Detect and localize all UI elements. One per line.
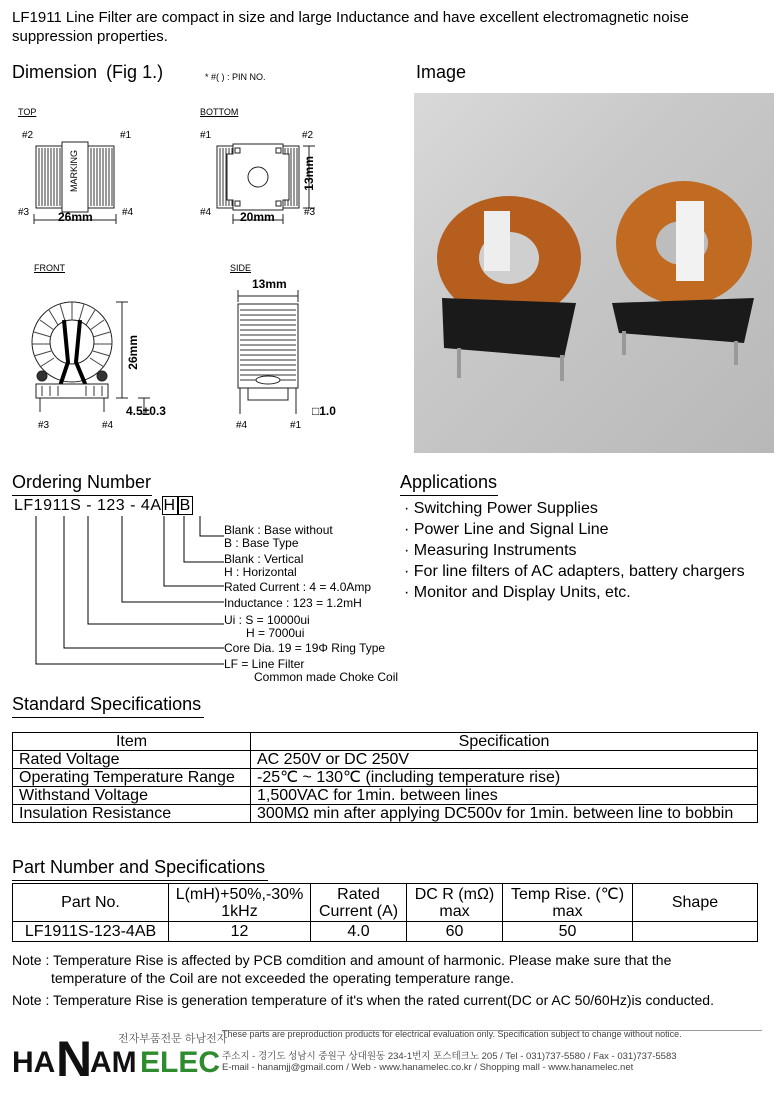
spec-value-cell: -25℃ ~ 130℃ (including temperature rise)	[251, 769, 758, 787]
part-header-temp-line2: max	[552, 902, 583, 920]
part-specs-table	[12, 883, 758, 942]
table-row	[13, 884, 758, 922]
dimension-title-text: Dimension	[12, 62, 98, 82]
bottom-height-dim: 13mm	[302, 156, 316, 191]
bottom-pin-3: #3	[304, 207, 316, 218]
spec-item-cell: Withstand Voltage	[13, 787, 251, 805]
part-header-current-line1: Rated	[337, 885, 380, 903]
standard-specs-table	[12, 732, 758, 823]
logo-n: N	[56, 1031, 93, 1087]
order-label-lf: LF = Line Filter	[224, 657, 305, 671]
spec-header-item: Item	[13, 733, 251, 751]
part-cell-dcr: 60	[407, 922, 503, 942]
note-1-line-1: Note : Temperature Rise is affected by PCB comdition and amount of harmonic. Please make sure that the	[12, 952, 672, 968]
korean-tagline: 전자부품전문 하남전자	[118, 1033, 228, 1045]
table-row	[13, 751, 758, 769]
part-cell-shape	[633, 922, 758, 942]
spec-value-cell: 1,500VAC for 1min. between lines	[251, 787, 758, 805]
order-label-base-blank: Blank : Base without	[224, 523, 333, 537]
order-label-base-b: B : Base Type	[224, 536, 299, 550]
part-header-current	[311, 884, 407, 922]
pin-note: * #( ) : PIN NO.	[205, 72, 266, 82]
spec-item-cell: Rated Voltage	[13, 751, 251, 769]
code-series: LF1911S	[14, 497, 82, 514]
spec-item-cell: Insulation Resistance	[13, 805, 251, 823]
application-item: · Switching Power Supplies	[404, 500, 598, 517]
marking-label: MARKING	[69, 150, 79, 193]
bottom-view-label: BOTTOM	[200, 107, 239, 117]
code-dash-2: -	[130, 497, 136, 514]
part-header-inductance-line2: 1kHz	[221, 902, 258, 920]
bottom-pin-2: #2	[302, 130, 314, 141]
code-dash-1: -	[86, 497, 93, 514]
code-current: 4A	[140, 497, 162, 514]
front-pin-length-dim: 4.5±0.3	[126, 404, 166, 418]
part-cell-partno: LF1911S-123-4AB	[13, 922, 169, 942]
application-item: · Power Line and Signal Line	[404, 521, 609, 538]
application-item: · For line filters of AC adapters, battery chargers	[404, 563, 745, 580]
ordering-leader-lines	[30, 516, 230, 666]
order-label-horizontal: H : Horizontal	[224, 565, 297, 579]
logo-elec: ELEC	[140, 1046, 221, 1079]
choke-coil-photo-icon	[414, 93, 774, 453]
part-header-current-line2: Current (A)	[318, 902, 399, 920]
code-base: B	[179, 497, 191, 514]
front-view-drawing	[20, 290, 180, 420]
table-row	[13, 787, 758, 805]
code-orientation: H	[163, 497, 176, 514]
image-title: Image	[416, 62, 467, 82]
part-cell-inductance: 12	[169, 922, 311, 942]
table-row	[13, 805, 758, 823]
part-header-dcr	[407, 884, 503, 922]
order-label-inductance: Inductance : 123 = 1.2mH	[224, 596, 362, 610]
dimension-fig-label: (Fig 1.)	[106, 62, 164, 82]
note-2: Note : Temperature Rise is generation temperature of it's when the rated current(DC or AC 50/60Hz)is conducted.	[12, 992, 714, 1008]
order-label-ui-h: H = 7000ui	[246, 626, 305, 640]
side-width-dim: 13mm	[252, 277, 287, 291]
front-view-label: FRONT	[34, 263, 65, 273]
applications-list	[404, 498, 745, 603]
application-item: · Monitor and Display Units, etc.	[404, 584, 631, 601]
ordering-title: Ordering Number	[12, 472, 152, 496]
spec-value-cell: AC 250V or DC 250V	[251, 751, 758, 769]
bottom-pin-4: #4	[200, 207, 212, 218]
part-header-temp-line1: Temp Rise. (℃)	[510, 885, 625, 903]
bottom-pin-1: #1	[200, 130, 212, 141]
part-specs-title: Part Number and Specifications	[12, 857, 268, 881]
address-text: 주소지 - 경기도 성남시 중원구 상대원동 234-1번지 포스테크노 205 / Tel - 031)737-5580 / Fax - 031)737-5583	[222, 1051, 677, 1062]
top-pin-3: #3	[18, 207, 30, 218]
top-width-dim: 26mm	[58, 210, 93, 224]
logo-ha: HA	[12, 1046, 56, 1079]
side-pin-1: #1	[290, 420, 302, 431]
front-height-dim: 26mm	[126, 335, 140, 370]
table-row	[13, 769, 758, 787]
order-label-ui-s: Ui : S = 10000ui	[224, 613, 310, 627]
top-view-label: TOP	[18, 107, 37, 117]
part-header-inductance-line1: L(mH)+50%,-30%	[175, 885, 304, 903]
table-row	[13, 922, 758, 942]
part-header-temp	[503, 884, 633, 922]
top-pin-1: #1	[120, 130, 132, 141]
part-cell-current: 4.0	[311, 922, 407, 942]
part-header-partno: Part No.	[13, 884, 169, 922]
spec-value-cell: 300MΩ min after applying DC500v for 1min. between line to bobbin	[251, 805, 758, 823]
side-view-drawing	[228, 290, 348, 420]
order-label-vertical: Blank : Vertical	[224, 552, 304, 566]
ordering-code	[14, 497, 193, 515]
note-1-line-2: temperature of the Coil are not exceeded the operating temperature range.	[51, 970, 515, 986]
front-pin-4: #4	[102, 420, 114, 431]
front-pin-3: #3	[38, 420, 50, 431]
part-header-dcr-line2: max	[439, 902, 470, 920]
applications-title: Applications	[400, 472, 498, 496]
standard-specs-title: Standard Specifications	[12, 694, 204, 718]
contact-text: E-mail - hanamjj@gmail.com / Web - www.hanamelec.co.kr / Shopping mall - www.hanamelec.net	[222, 1062, 634, 1073]
code-inductance: 123	[96, 497, 126, 514]
order-label-choke: Common made Choke Coil	[254, 670, 399, 684]
part-header-dcr-line1: DC R (mΩ)	[414, 885, 495, 903]
intro-text: LF1911 Line Filter are compact in size and large Inductance and have excellent electromagnetic noise suppression properties.	[12, 9, 689, 45]
spec-header-specification: Specification	[251, 733, 758, 751]
top-pin-4: #4	[122, 207, 134, 218]
side-pin-4: #4	[236, 420, 248, 431]
spec-item-cell: Operating Temperature Range	[13, 769, 251, 787]
bottom-width-dim: 20mm	[240, 210, 275, 224]
disclaimer-text: These parts are preproduction products for electrical evaluation only. Specification subject to change without notice.	[222, 1029, 682, 1039]
side-pin-dim: □1.0	[312, 404, 336, 418]
part-header-shape: Shape	[633, 884, 758, 922]
part-header-inductance	[169, 884, 311, 922]
logo-am: AM	[90, 1046, 137, 1079]
product-photo	[414, 93, 774, 453]
table-row	[13, 733, 758, 751]
order-label-core-dia: Core Dia. 19 = 19Φ Ring Type	[224, 641, 386, 655]
application-item: · Measuring Instruments	[404, 542, 577, 559]
part-cell-temp: 50	[503, 922, 633, 942]
top-pin-2: #2	[22, 130, 34, 141]
order-label-rated-current: Rated Current : 4 = 4.0Amp	[224, 580, 372, 594]
dimension-title	[12, 62, 163, 83]
side-view-label: SIDE	[230, 263, 252, 273]
